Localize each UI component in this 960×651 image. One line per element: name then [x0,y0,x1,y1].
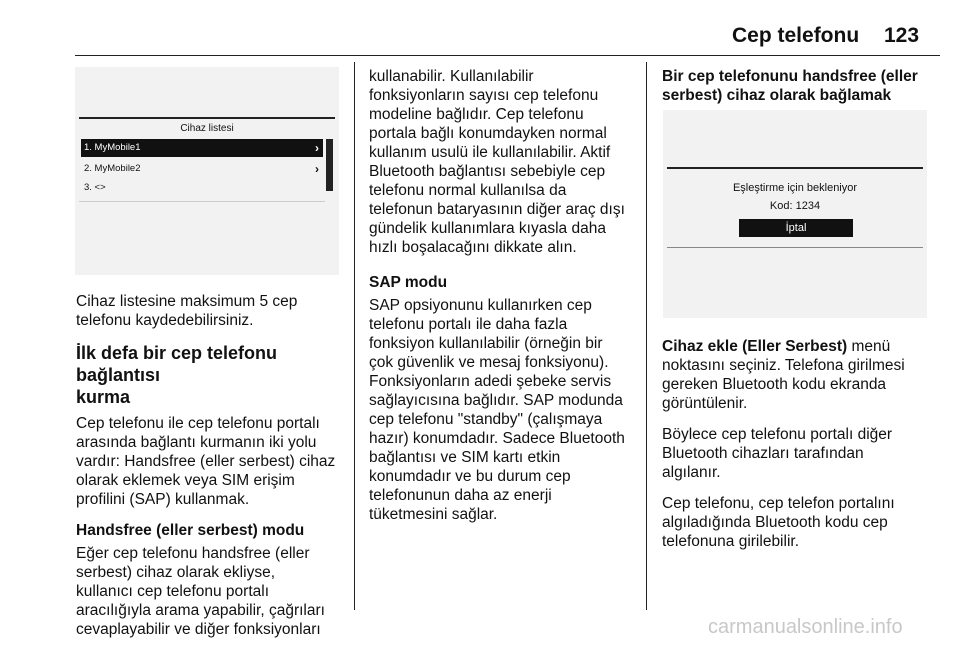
column-2 [369,67,641,536]
device-list-item [81,139,323,157]
section-heading: İlk defa bir cep telefonu bağlantısı kurma [76,343,278,407]
device-list-item [81,160,323,178]
screen-top-border [79,117,335,119]
column-1 [76,292,348,651]
chevron-right-icon: › [315,162,319,176]
paragraph: Cihaz listesine maksimum 5 cep telefonu kaydedebilirsiniz. [76,293,298,329]
paragraph-text: menü noktasını seçiniz. Telefona girilmesi gereken Bluetooth kodu ekranda görüntülenir. [662,338,905,412]
paragraph: SAP opsiyonunu kullanırken cep telefonu portalı ile daha fazla fonksiyon kullanılabilir (örneğin bir çok güvenlik ve mesaj fonksiyonu). Fonksiyonların adedi şebeke servis sağlayıcısına bağlıdır. SAP modunda cep telefonu "standby" (çalışmaya hazır) konumdadır. Sadece Bluetooth bağlantısı ve SIM kartı etkin konumdadır ve bu durum cep telefonunun daha az enerji tüketmesini sağlar. [369,297,625,523]
chevron-right-icon: › [315,141,319,155]
device-list-figure [75,67,339,275]
device-list-item-label: 1. MyMobile1 [84,142,141,153]
watermark: carmanualsonline.info [708,616,903,638]
scrollbar [326,139,333,191]
column-3 [662,67,940,109]
pairing-screen [667,167,923,248]
page-number: 123 [884,24,920,47]
device-list-item-label: 3. <> [84,182,106,193]
header-divider [75,55,940,56]
screen-bottom-border [79,201,325,202]
paragraph: Cep telefonu, cep telefon portalını algıladığında Bluetooth kodu cep telefonuna girilebilir. [662,495,895,550]
subheading: SAP modu [369,274,448,291]
paragraph: Böylece cep telefonu portalı diğer Bluetooth cihazları tarafından algılanır. [662,426,893,481]
menu-item-name: Cihaz ekle (Eller Serbest) [662,338,848,355]
pairing-figure [663,110,927,318]
device-list-title: Cihaz listesi [180,123,234,134]
device-list-screen [79,117,335,217]
page-title: Cep telefonu [732,24,860,47]
column-3-body [662,337,940,563]
pairing-status-text: Eşleştirme için bekleniyor [732,182,858,194]
paragraph: Cep telefonu ile cep telefonu portalı arasında bağlantı kurmanın iki yolu vardır: Handsfree (eller serbest) cihaz olarak eklemek veya SIM erişim profilini (SAP) kullanmak. [76,415,336,508]
device-list-item [81,179,323,197]
device-list-item-label: 2. MyMobile2 [84,163,141,174]
paragraph: Eğer cep telefonu handsfree (eller serbest) cihaz olarak ekliyse, kullanıcı cep telefonu portalı aracılığıyla arama yapabilir, çağrıları cevaplayabilir ve diğer fonksiyonları [76,545,325,638]
pairing-code-text: Kod: 1234 [769,200,821,212]
paragraph: kullanabilir. Kullanılabilir fonksiyonların sayısı cep telefonu modeline bağlıdır. Cep telefonu portala bağlı konumdayken normal kullanım usulü ile kullanılabilir. Aktif Bluetooth bağlantısı sebebiyle cep telefonu normal kullanılsa da telefonun bataryasının diğer araç dışı gündelik kullanımlara kıyasla daha hızlı boşalacağını dikkate alın. [369,68,625,256]
subheading: Handsfree (eller serbest) modu [76,522,305,539]
column-divider-1 [354,62,355,610]
cancel-button: İptal [739,219,853,237]
column-divider-2 [646,62,647,610]
paragraph [662,337,940,413]
subheading: Bir cep telefonunu handsfree (eller serbest) cihaz olarak bağlamak [662,68,918,104]
